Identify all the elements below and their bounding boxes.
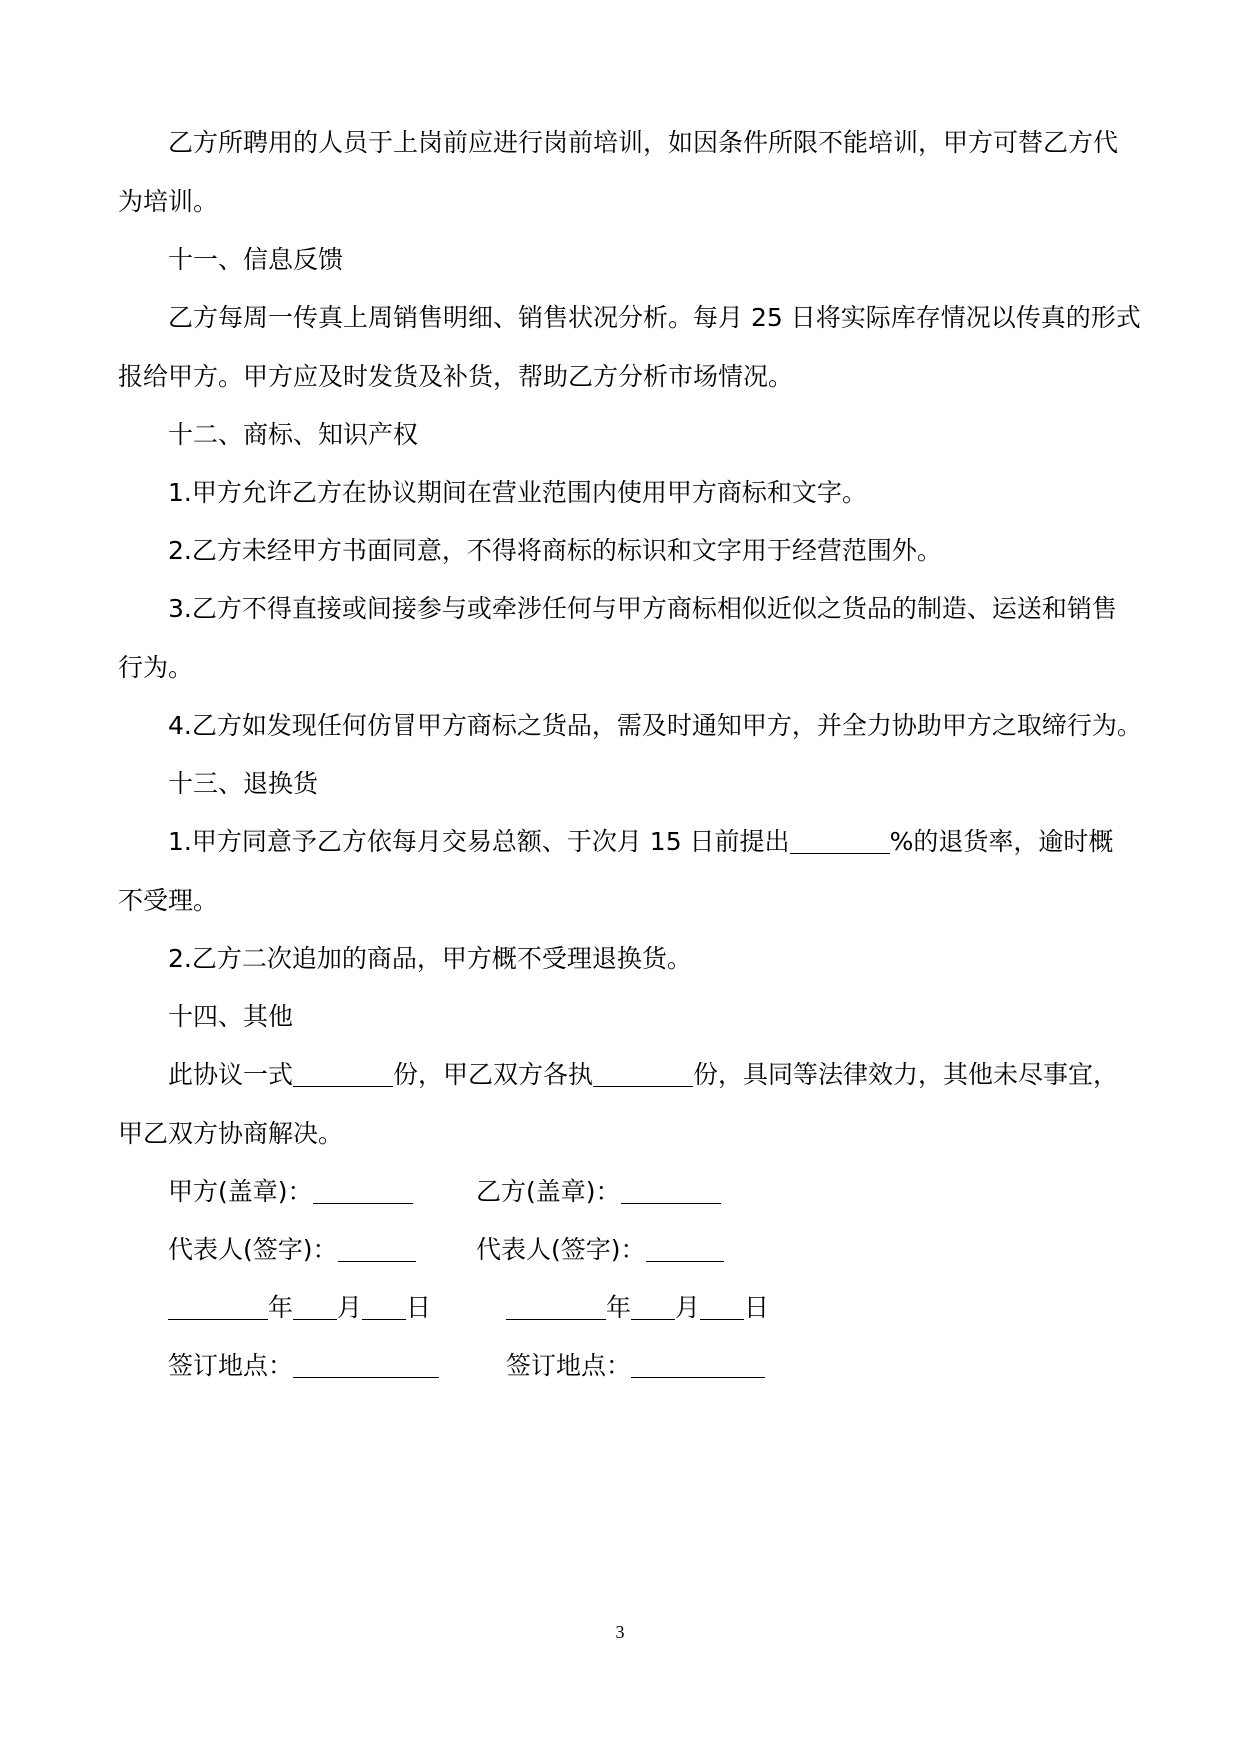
date-b-year-blank[interactable] bbox=[506, 1295, 606, 1320]
date-a-row bbox=[168, 1291, 431, 1325]
clause-13-2: 2.乙方二次追加的商品，甲方概不受理退换货。 bbox=[168, 944, 692, 973]
clause-12-4: 4.乙方如发现任何仿冒甲方商标之货品，需及时通知甲方，并全力协助甲方之取缔行为。 bbox=[168, 711, 1142, 740]
date-b-day-label: 日 bbox=[744, 1293, 770, 1322]
copies-text-b: 份，甲乙双方各执 bbox=[393, 1060, 594, 1089]
party-a-seal-label: 甲方(盖章)： bbox=[168, 1177, 313, 1206]
section-heading-11: 十一、信息反馈 bbox=[168, 245, 344, 274]
date-a-day-label: 日 bbox=[406, 1293, 432, 1322]
return-rate-blank[interactable] bbox=[790, 829, 890, 854]
clause-12-3-line1: 3.乙方不得直接或间接参与或牵涉任何与甲方商标相似近似之货品的制造、运送和销售 bbox=[168, 594, 1117, 623]
date-a-month-label: 月 bbox=[337, 1293, 363, 1322]
paragraph-training-line1: 乙方所聘用的人员于上岗前应进行岗前培训，如因条件所限不能培训，甲方可替乙方代 bbox=[168, 128, 1119, 157]
rep-a-row bbox=[168, 1233, 416, 1267]
party-b-seal-label: 乙方(盖章)： bbox=[476, 1177, 621, 1206]
copies-total-blank[interactable] bbox=[293, 1062, 393, 1087]
date-a-month-blank[interactable] bbox=[293, 1295, 337, 1320]
copies-text-c: 份，具同等法律效力，其他未尽事宜， bbox=[693, 1060, 1119, 1089]
rep-a-blank[interactable] bbox=[338, 1237, 416, 1262]
clause-12-2: 2.乙方未经甲方书面同意，不得将商标的标识和文字用于经营范围外。 bbox=[168, 536, 942, 565]
paragraph-feedback-line1: 乙方每周一传真上周销售明细、销售状况分析。每月 25 日将实际库存情况以传真的形式 bbox=[168, 303, 1141, 332]
place-b-row bbox=[506, 1349, 765, 1383]
date-a-day-blank[interactable] bbox=[362, 1295, 406, 1320]
clause-13-1-text-b: %的退货率，逾时概 bbox=[889, 827, 1114, 856]
copies-each-blank[interactable] bbox=[593, 1062, 693, 1087]
date-b-year-label: 年 bbox=[606, 1293, 632, 1322]
clause-13-1-line2: 不受理。 bbox=[118, 886, 219, 915]
place-a-blank[interactable] bbox=[293, 1353, 439, 1378]
paragraph-training-line2: 为培训。 bbox=[118, 187, 219, 216]
date-a-year-label: 年 bbox=[268, 1293, 294, 1322]
party-a-seal-row bbox=[168, 1175, 413, 1209]
party-b-seal-row bbox=[476, 1175, 721, 1209]
copies-text-a: 此协议一式 bbox=[168, 1060, 294, 1089]
party-b-seal-blank[interactable] bbox=[621, 1179, 721, 1204]
paragraph-copies-line2: 甲乙双方协商解决。 bbox=[118, 1119, 344, 1148]
place-a-row bbox=[168, 1349, 439, 1383]
section-heading-14: 十四、其他 bbox=[168, 1002, 294, 1031]
rep-b-row bbox=[476, 1233, 724, 1267]
paragraph-copies-line1 bbox=[168, 1058, 1118, 1092]
place-b-label: 签订地点： bbox=[506, 1351, 632, 1380]
date-a-year-blank[interactable] bbox=[168, 1295, 268, 1320]
page-number: 3 bbox=[615, 1622, 625, 1642]
date-b-month-label: 月 bbox=[675, 1293, 701, 1322]
date-b-row bbox=[506, 1291, 769, 1325]
date-b-day-blank[interactable] bbox=[700, 1295, 744, 1320]
place-b-blank[interactable] bbox=[631, 1353, 765, 1378]
rep-a-label: 代表人(签字)： bbox=[168, 1235, 338, 1264]
clause-13-1-line1 bbox=[168, 825, 1113, 859]
clause-13-1-text-a: 1.甲方同意予乙方依每月交易总额、于次月 15 日前提出 bbox=[168, 827, 790, 856]
paragraph-feedback-line2: 报给甲方。甲方应及时发货及补货，帮助乙方分析市场情况。 bbox=[118, 362, 794, 391]
section-heading-12: 十二、商标、知识产权 bbox=[168, 420, 419, 449]
party-a-seal-blank[interactable] bbox=[313, 1179, 413, 1204]
clause-12-3-line2: 行为。 bbox=[118, 653, 194, 682]
rep-b-label: 代表人(签字)： bbox=[476, 1235, 646, 1264]
place-a-label: 签订地点： bbox=[168, 1351, 294, 1380]
rep-b-blank[interactable] bbox=[646, 1237, 724, 1262]
section-heading-13: 十三、退换货 bbox=[168, 769, 319, 798]
date-b-month-blank[interactable] bbox=[631, 1295, 675, 1320]
clause-12-1: 1.甲方允许乙方在协议期间在营业范围内使用甲方商标和文字。 bbox=[168, 478, 867, 507]
